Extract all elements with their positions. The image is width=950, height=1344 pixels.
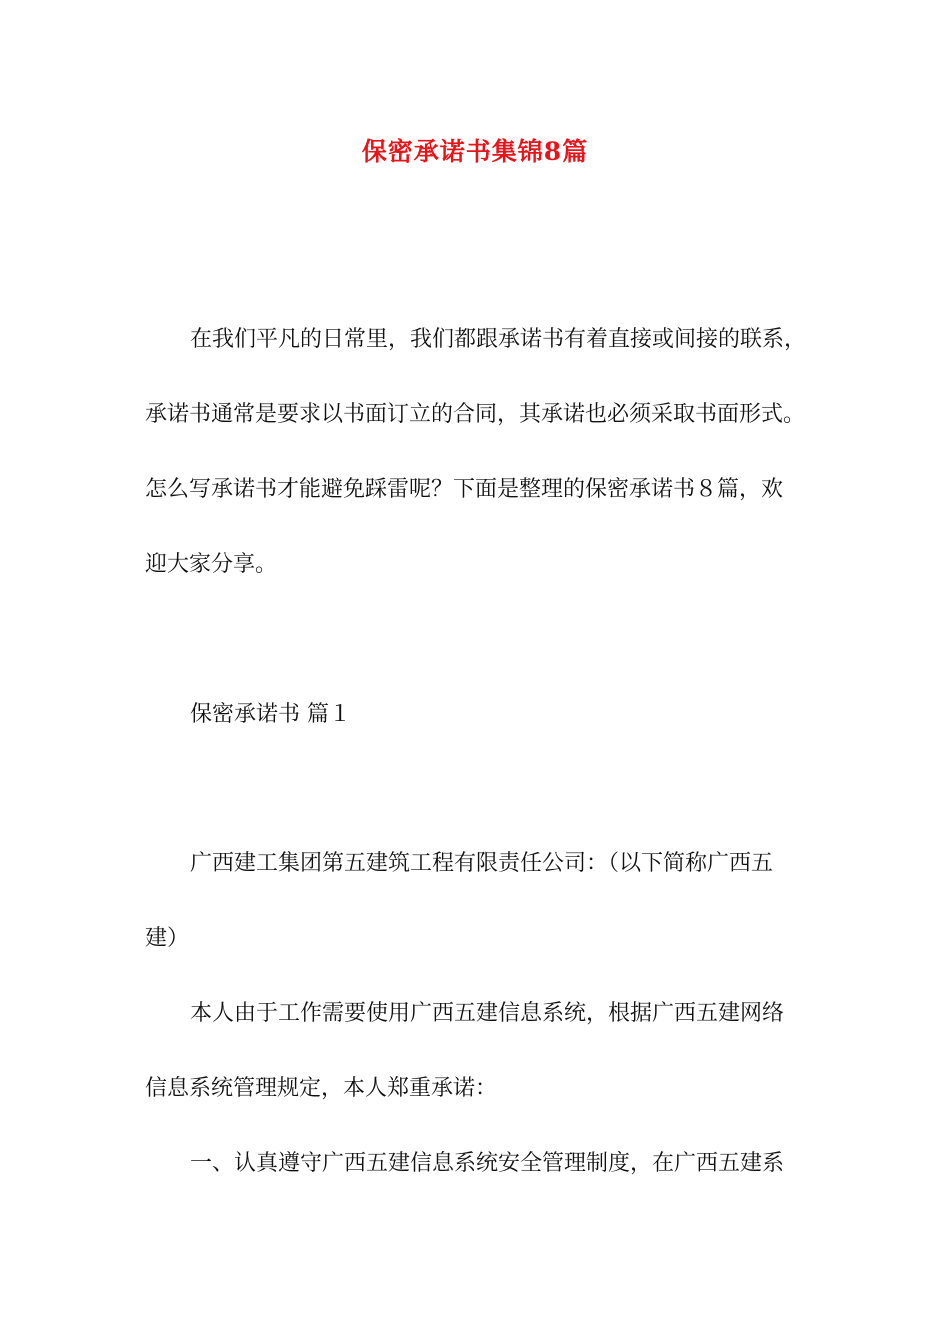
intro-line-4: 迎大家分享。 (145, 552, 278, 577)
intro-line-3: 怎么写承诺书才能避免踩雷呢？下面是整理的保密承诺书８篇，欢 (145, 477, 784, 502)
intro-line-1: 在我们平凡的日常里，我们都跟承诺书有着直接或间接的联系， (190, 327, 807, 352)
addressee-line-2: 建） (145, 926, 190, 951)
section-heading: 保密承诺书 篇１ (190, 702, 351, 727)
body-line-2: 信息系统管理规定，本人郑重承诺： (145, 1076, 498, 1101)
body-line-3: 一、认真遵守广西五建信息系统安全管理制度，在广西五建系 (190, 1151, 785, 1176)
intro-line-2: 承诺书通常是要求以书面订立的合同，其承诺也必须采取书面形式。 (145, 402, 806, 427)
addressee-line-1: 广西建工集团第五建筑工程有限责任公司：（以下简称广西五 (190, 851, 774, 876)
document-title: 保密承诺书集锦8篇 (361, 137, 589, 166)
body-line-1: 本人由于工作需要使用广西五建信息系统，根据广西五建网络 (190, 1001, 785, 1026)
